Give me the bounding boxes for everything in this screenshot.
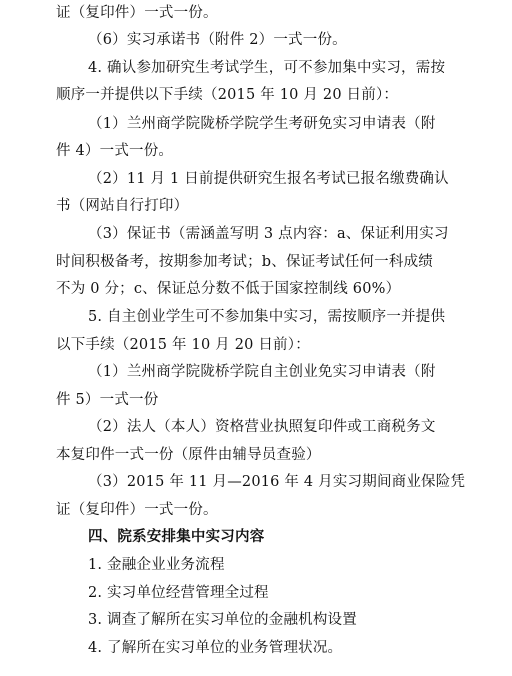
section-heading: 四、院系安排集中实习内容: [88, 529, 265, 545]
text-line: （3）保证书（需涵盖写明 3 点内容：a、保证利用实习: [88, 226, 449, 242]
text-line: 时间积极备考，按期参加考试；b、保证考试任何一科成绩: [56, 254, 433, 270]
text-line: （2）11 月 1 日前提供研究生报名考试已报名缴费确认: [88, 171, 449, 187]
text-line: （1）兰州商学院陇桥学院学生考研免实习申请表（附: [88, 116, 436, 132]
text-line: 书（网站自行打印）: [56, 198, 189, 214]
text-line: （1）兰州商学院陇桥学院自主创业免实习申请表（附: [88, 364, 436, 380]
text-line: 本复印件一式一份（原件由辅导员查验）: [56, 447, 321, 463]
text-line: 5. 自主创业学生可不参加集中实习，需按顺序一并提供: [88, 309, 446, 325]
text-line: 证（复印件）一式一份。: [56, 502, 218, 518]
text-line: 证（复印件）一式一份。: [56, 5, 218, 21]
text-line: （2）法人（本人）资格营业执照复印件或工商税务文: [88, 419, 436, 435]
text-line: 不为 0 分；c、保证总分数不低于国家控制线 60%）: [56, 281, 401, 297]
text-line: 顺序一并提供以下手续（2015 年 10 月 20 日前）：: [56, 87, 399, 103]
list-item: 4. 了解所在实习单位的业务管理状况。: [88, 640, 343, 656]
text-line: 件 4）一式一份。: [56, 143, 174, 159]
text-line: 4. 确认参加研究生考试学生，可不参加集中实习，需按: [88, 60, 446, 76]
text-line: （6）实习承诺书（附件 2）一式一份。: [88, 32, 347, 48]
text-line: （3）2015 年 11 月—2016 年 4 月实习期间商业保险凭: [88, 474, 466, 490]
list-item: 3. 调查了解所在实习单位的金融机构设置: [88, 612, 357, 628]
list-item: 2. 实习单位经营管理全过程: [88, 585, 269, 601]
list-item: 1. 金融企业业务流程: [88, 557, 225, 573]
text-line: 以下手续（2015 年 10 月 20 日前）：: [56, 337, 310, 353]
text-line: 件 5）一式一份: [56, 392, 159, 408]
